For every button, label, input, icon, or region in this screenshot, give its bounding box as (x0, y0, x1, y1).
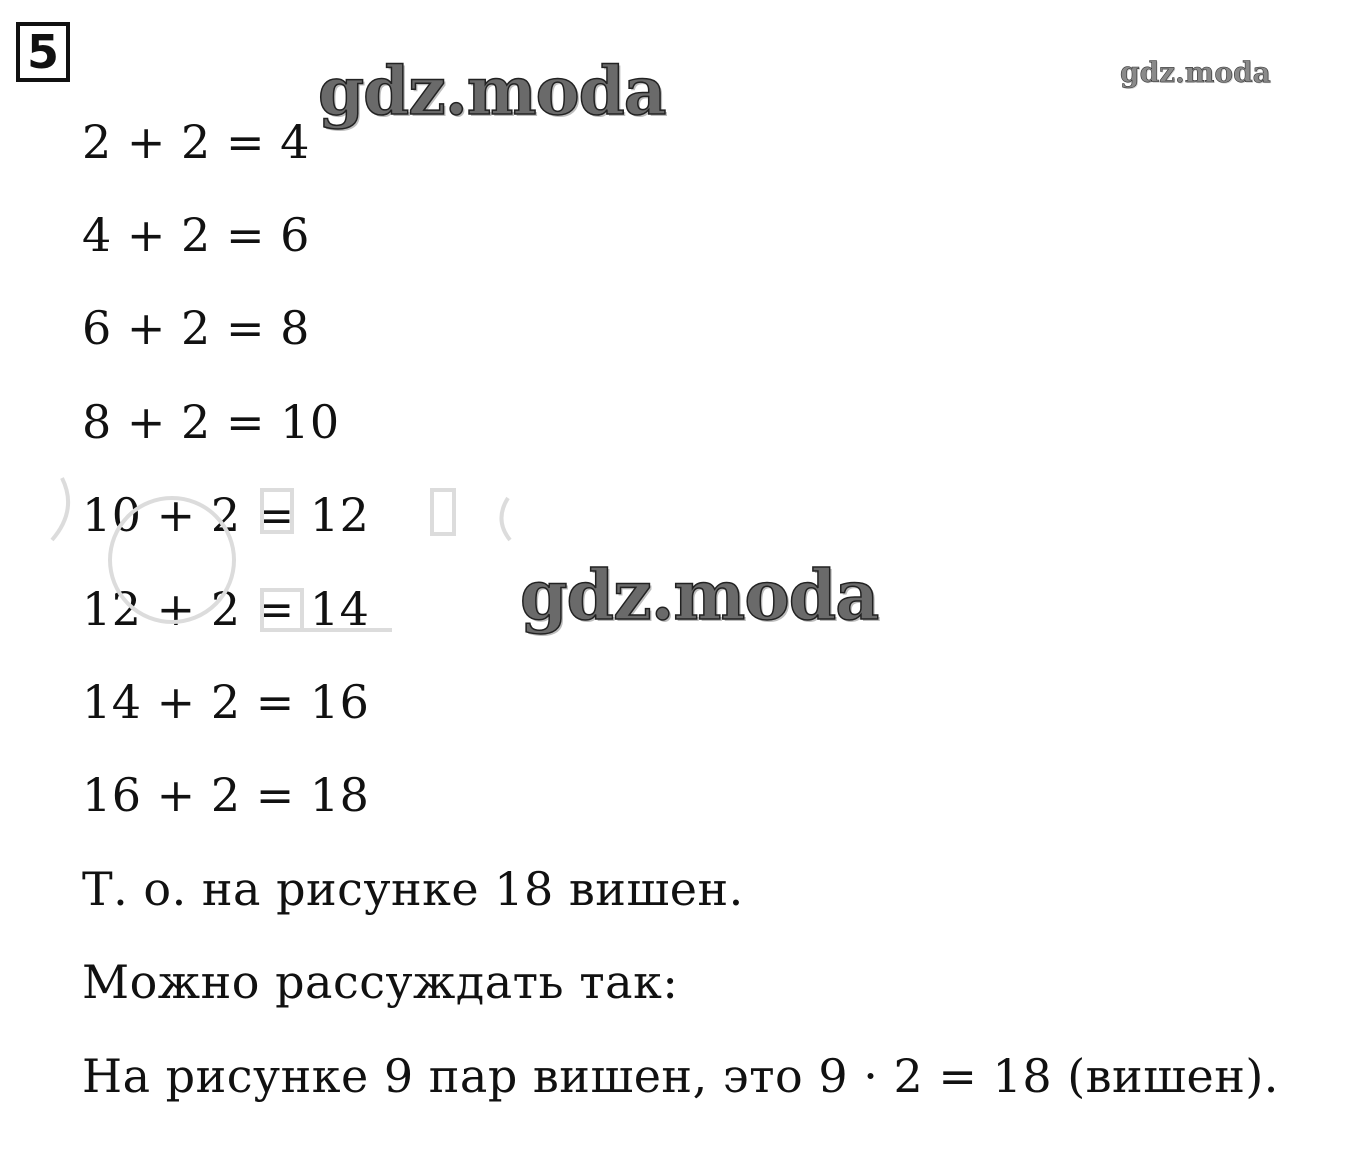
equation-line-6: 12 + 2 = 14 (82, 582, 370, 636)
multiplication-line: На рисунке 9 пар вишен, это 9 · 2 = 18 (вишен). (82, 1049, 1279, 1103)
conclusion-line: Т. о. на рисунке 18 вишен. (82, 862, 744, 916)
equation-line-1: 2 + 2 = 4 (82, 115, 310, 169)
equation-line-7: 14 + 2 = 16 (82, 675, 370, 729)
reasoning-intro-line: Можно рассуждать так: (82, 955, 679, 1009)
equation-line-3: 6 + 2 = 8 (82, 301, 310, 355)
equation-line-5: 10 + 2 = 12 (82, 488, 370, 542)
watermark-top: gdz.moda (318, 52, 666, 130)
watermark-corner: gdz.moda (1120, 56, 1271, 89)
equation-line-8: 16 + 2 = 18 (82, 768, 370, 822)
equation-line-2: 4 + 2 = 6 (82, 208, 310, 262)
equation-line-4: 8 + 2 = 10 (82, 395, 340, 449)
watermark-middle: gdz.moda (520, 556, 879, 636)
task-number-box: 5 (16, 22, 70, 82)
